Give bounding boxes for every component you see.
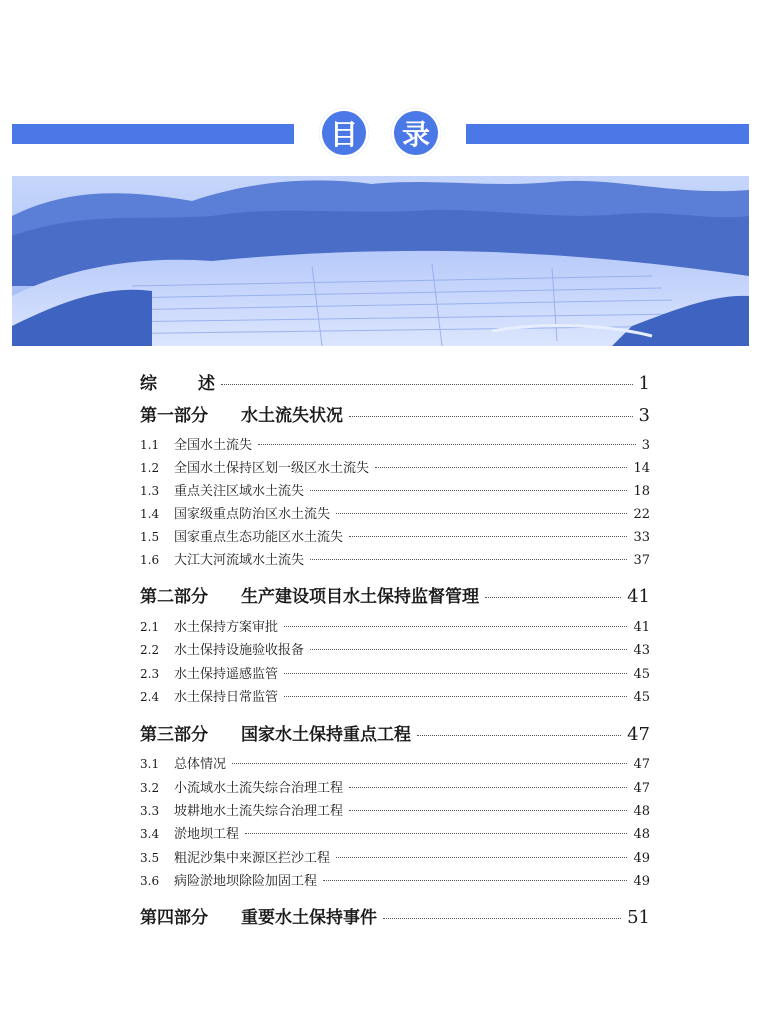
toc-item[interactable] <box>140 549 650 568</box>
toc-part-2[interactable] <box>140 582 650 607</box>
title-char-2: 录 <box>401 118 430 151</box>
toc-item[interactable] <box>140 800 650 819</box>
item-page: 18 <box>633 484 650 499</box>
toc-item[interactable] <box>140 686 650 705</box>
leader-dots <box>310 559 627 560</box>
item-number: 3.2 <box>140 781 160 795</box>
leader-dots <box>336 857 627 858</box>
item-title: 国家重点生态功能区水土流失 <box>174 530 344 545</box>
toc-item[interactable] <box>140 503 650 522</box>
item-page: 49 <box>633 874 650 889</box>
item-page: 3 <box>641 438 650 453</box>
part-number: 第一部分 <box>140 406 208 426</box>
toc-item[interactable] <box>140 663 650 682</box>
leader-dots <box>221 384 633 385</box>
overview-page: 1 <box>638 373 650 394</box>
leader-dots <box>323 880 627 881</box>
leader-dots <box>349 536 627 537</box>
leader-dots <box>349 787 627 788</box>
item-title: 水土保持日常监管 <box>174 690 279 705</box>
toc-item[interactable] <box>140 639 650 658</box>
toc-item[interactable] <box>140 777 650 796</box>
toc-item[interactable] <box>140 753 650 772</box>
item-title: 坡耕地水土流失综合治理工程 <box>174 804 344 819</box>
part-page: 51 <box>627 907 650 928</box>
leader-dots <box>336 513 627 514</box>
toc-item[interactable] <box>140 457 650 476</box>
item-number: 3.5 <box>140 851 160 865</box>
item-page: 48 <box>633 804 650 819</box>
toc-item[interactable] <box>140 847 650 866</box>
item-number: 1.5 <box>140 530 160 544</box>
landscape-photo <box>12 176 749 346</box>
item-page: 37 <box>633 553 650 568</box>
item-title: 水土保持设施验收报备 <box>174 643 305 658</box>
toc-item[interactable] <box>140 823 650 842</box>
leader-dots <box>349 416 633 417</box>
item-page: 43 <box>633 643 650 658</box>
toc-item[interactable] <box>140 870 650 889</box>
item-title: 全国水土流失 <box>174 438 253 453</box>
leader-dots <box>349 810 627 811</box>
item-number: 3.1 <box>140 757 160 771</box>
toc-item[interactable] <box>140 616 650 635</box>
leader-dots <box>284 626 627 627</box>
part-page: 41 <box>627 586 650 607</box>
title-circle-2 <box>391 108 441 158</box>
item-page: 45 <box>633 667 650 682</box>
item-title: 淤地坝工程 <box>174 827 240 842</box>
header-bar-left <box>12 124 294 144</box>
item-number: 2.4 <box>140 690 160 704</box>
item-number: 2.2 <box>140 643 160 657</box>
item-title: 病险淤地坝除险加固工程 <box>174 874 318 889</box>
part-page: 3 <box>638 405 650 426</box>
item-page: 41 <box>633 620 650 635</box>
item-number: 1.6 <box>140 553 160 567</box>
item-title: 总体情况 <box>174 757 227 772</box>
part-page: 47 <box>627 724 650 745</box>
toc-part-3[interactable] <box>140 720 650 745</box>
item-number: 3.4 <box>140 827 160 841</box>
part-number: 第二部分 <box>140 587 208 607</box>
item-page: 47 <box>633 781 650 796</box>
item-number: 1.3 <box>140 484 160 498</box>
item-title: 全国水土保持区划一级区水土流失 <box>174 461 370 476</box>
overview-label-1: 综 <box>140 374 157 394</box>
item-page: 47 <box>633 757 650 772</box>
item-page: 14 <box>633 461 650 476</box>
leader-dots <box>232 763 627 764</box>
part-number: 第四部分 <box>140 908 208 928</box>
leader-dots <box>245 833 627 834</box>
item-page: 48 <box>633 827 650 842</box>
leader-dots <box>310 649 627 650</box>
part-title: 生产建设项目水土保持监督管理 <box>241 587 479 607</box>
item-number: 3.6 <box>140 874 160 888</box>
leader-dots <box>375 467 627 468</box>
toc-part-4[interactable] <box>140 903 650 928</box>
item-title: 粗泥沙集中来源区拦沙工程 <box>174 851 331 866</box>
item-page: 33 <box>633 530 650 545</box>
item-title: 国家级重点防治区水土流失 <box>174 507 331 522</box>
toc-item[interactable] <box>140 434 650 453</box>
leader-dots <box>284 673 627 674</box>
title-char-1: 目 <box>329 118 358 151</box>
overview-label-2: 述 <box>198 374 215 394</box>
item-title: 重点关注区域水土流失 <box>174 484 305 499</box>
item-page: 45 <box>633 690 650 705</box>
toc-part-1[interactable] <box>140 401 650 426</box>
item-title: 大江大河流域水土流失 <box>174 553 305 568</box>
part-title: 国家水土保持重点工程 <box>241 725 411 745</box>
item-number: 1.1 <box>140 438 160 452</box>
item-number: 3.3 <box>140 804 160 818</box>
leader-dots <box>258 444 636 445</box>
item-number: 1.2 <box>140 461 160 475</box>
part-title: 水土流失状况 <box>241 406 343 426</box>
part-title: 重要水土保持事件 <box>241 908 377 928</box>
item-number: 2.1 <box>140 620 160 634</box>
leader-dots <box>284 696 627 697</box>
item-title: 水土保持方案审批 <box>174 620 279 635</box>
item-title: 水土保持遥感监管 <box>174 667 279 682</box>
item-page: 49 <box>633 851 650 866</box>
item-title: 小流域水土流失综合治理工程 <box>174 781 344 796</box>
leader-dots <box>310 490 627 491</box>
item-page: 22 <box>633 507 650 522</box>
item-number: 1.4 <box>140 507 160 521</box>
toc-overview[interactable] <box>140 369 650 394</box>
item-number: 2.3 <box>140 667 160 681</box>
leader-dots <box>485 597 621 598</box>
title-circle-1 <box>319 108 369 158</box>
header-bar-right <box>466 124 749 144</box>
toc-item[interactable] <box>140 480 650 499</box>
leader-dots <box>417 735 621 736</box>
part-number: 第三部分 <box>140 725 208 745</box>
toc-item[interactable] <box>140 526 650 545</box>
leader-dots <box>383 918 621 919</box>
